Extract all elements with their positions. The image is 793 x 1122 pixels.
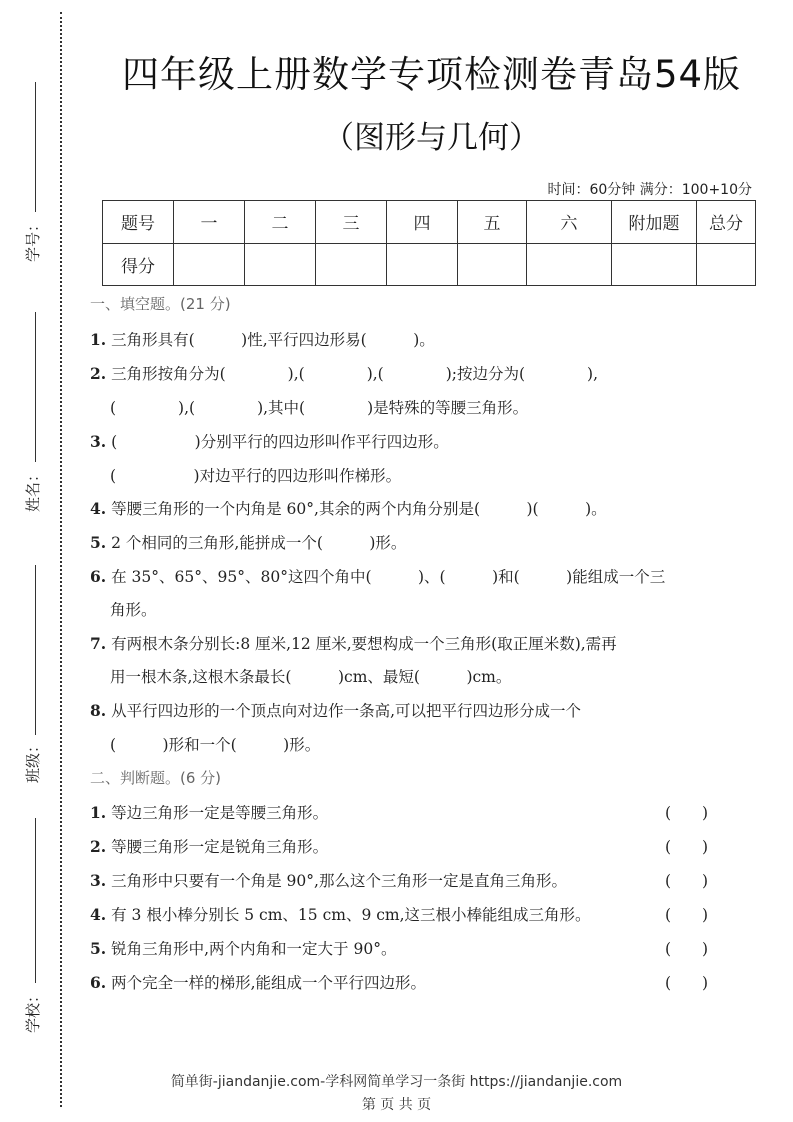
score-cell[interactable] <box>245 243 316 286</box>
question-text: 三角形中只要有一个角是 90°,那么这个三角形一定是直角三角形。 <box>111 872 567 890</box>
question-text: 三角形按角分为( ),( ),( );按边分为( ), <box>111 365 599 383</box>
question-text: 等边三角形一定是等腰三角形。 <box>111 804 329 822</box>
question-number: 4. <box>90 499 107 518</box>
question-item <box>90 632 617 654</box>
question-text: 等腰三角形一定是锐角三角形。 <box>111 838 329 856</box>
question-number: 3. <box>90 432 107 451</box>
question-item <box>90 362 598 384</box>
score-row-label: 得分 <box>103 243 174 286</box>
school-line <box>35 818 36 983</box>
score-cell[interactable] <box>458 243 527 286</box>
score-header-cell: 五 <box>458 201 527 244</box>
judge-item <box>90 835 328 857</box>
question-number: 1. <box>90 330 107 349</box>
answer-parentheses[interactable]: ( ) <box>665 804 709 822</box>
question-number: 6. <box>90 973 107 992</box>
score-header-cell: 二 <box>245 201 316 244</box>
answer-parentheses[interactable]: ( ) <box>665 838 709 856</box>
question-number: 3. <box>90 871 107 890</box>
footer-page-number: 第 页 共 页 <box>361 1097 432 1113</box>
question-number: 5. <box>90 939 107 958</box>
question-text-continued: ( ),( ),其中( )是特殊的等腰三角形。 <box>110 399 529 417</box>
student-id-label: 学号： <box>24 216 42 262</box>
score-cell[interactable] <box>697 243 756 286</box>
question-text: 有 3 根小棒分别长 5 cm、15 cm、9 cm,这三根小棒能组成三角形。 <box>111 906 591 924</box>
question-number: 6. <box>90 567 107 586</box>
judge-item <box>90 903 591 925</box>
school-label: 学校： <box>24 987 42 1033</box>
name-line <box>35 312 36 462</box>
question-number: 4. <box>90 905 107 924</box>
page-title: 四年级上册数学专项检测卷青岛54版 <box>121 53 742 96</box>
score-header-cell: 附加题 <box>612 201 697 244</box>
question-text-continued: ( )对边平行的四边形叫作梯形。 <box>110 467 402 485</box>
question-text-continued: 用一根木条,这根木条最长( )cm、最短( )cm。 <box>110 668 512 686</box>
judge-item <box>90 801 328 823</box>
footer-source: 简单街-jiandanjie.com-学科网简单学习一条街 https://jiandanjie.com <box>170 1074 623 1090</box>
question-text: ( )分别平行的四边形叫作平行四边形。 <box>111 433 449 451</box>
question-text: 2 个相同的三角形,能拼成一个( )形。 <box>111 534 407 552</box>
question-text: 有两根木条分别长:8 厘米,12 厘米,要想构成一个三角形(取正厘米数),需再 <box>111 635 617 653</box>
section-heading-true-false: 二、判断题。(6 分) <box>90 769 222 787</box>
page-subtitle: （图形与几何） <box>323 120 540 156</box>
question-text: 锐角三角形中,两个内角和一定大于 90°。 <box>111 940 397 958</box>
score-header-cell: 三 <box>316 201 387 244</box>
score-header-cell: 总分 <box>697 201 756 244</box>
question-number: 7. <box>90 634 107 653</box>
binding-dashed-line <box>60 12 62 1107</box>
score-header-cell: 四 <box>387 201 458 244</box>
question-item <box>90 497 607 519</box>
score-cell[interactable] <box>612 243 697 286</box>
question-text: 两个完全一样的梯形,能组成一个平行四边形。 <box>111 974 427 992</box>
score-cell[interactable] <box>316 243 387 286</box>
question-item <box>90 430 449 452</box>
question-number: 2. <box>90 837 107 856</box>
question-text: 在 35°、65°、95°、80°这四个角中( )、( )和( )能组成一个三 <box>111 568 666 586</box>
student-id-line <box>35 82 36 212</box>
answer-parentheses[interactable]: ( ) <box>665 906 709 924</box>
score-table-score-row <box>103 243 756 286</box>
question-text-continued: 角形。 <box>110 601 157 619</box>
score-header-cell: 六 <box>527 201 612 244</box>
answer-parentheses[interactable]: ( ) <box>665 872 709 890</box>
question-item <box>90 565 665 587</box>
question-text: 等腰三角形的一个内角是 60°,其余的两个内角分别是( )( )。 <box>111 500 607 518</box>
judge-item <box>90 937 396 959</box>
answer-parentheses[interactable]: ( ) <box>665 940 709 958</box>
question-number: 2. <box>90 364 107 383</box>
score-table <box>102 200 756 286</box>
question-text-continued: ( )形和一个( )形。 <box>110 736 321 754</box>
question-item <box>90 328 435 350</box>
question-item <box>90 531 406 553</box>
class-label: 班级： <box>24 737 42 783</box>
score-cell[interactable] <box>174 243 245 286</box>
question-item <box>90 699 581 721</box>
section-heading-fill-blank: 一、填空题。(21 分) <box>90 295 231 313</box>
question-number: 1. <box>90 803 107 822</box>
question-text: 从平行四边形的一个顶点向对边作一条高,可以把平行四边形分成一个 <box>111 702 582 720</box>
question-text: 三角形具有( )性,平行四边形易( )。 <box>111 331 435 349</box>
class-line <box>35 565 36 735</box>
name-label: 姓名： <box>24 466 42 512</box>
answer-parentheses[interactable]: ( ) <box>665 974 709 992</box>
score-header-cell: 题号 <box>103 201 174 244</box>
time-info: 时间：60分钟 满分：100+10分 <box>547 182 752 198</box>
score-header-cell: 一 <box>174 201 245 244</box>
judge-item <box>90 971 426 993</box>
score-cell[interactable] <box>527 243 612 286</box>
score-table-header-row <box>103 201 756 244</box>
score-cell[interactable] <box>387 243 458 286</box>
judge-item <box>90 869 567 891</box>
question-number: 8. <box>90 701 107 720</box>
question-number: 5. <box>90 533 107 552</box>
